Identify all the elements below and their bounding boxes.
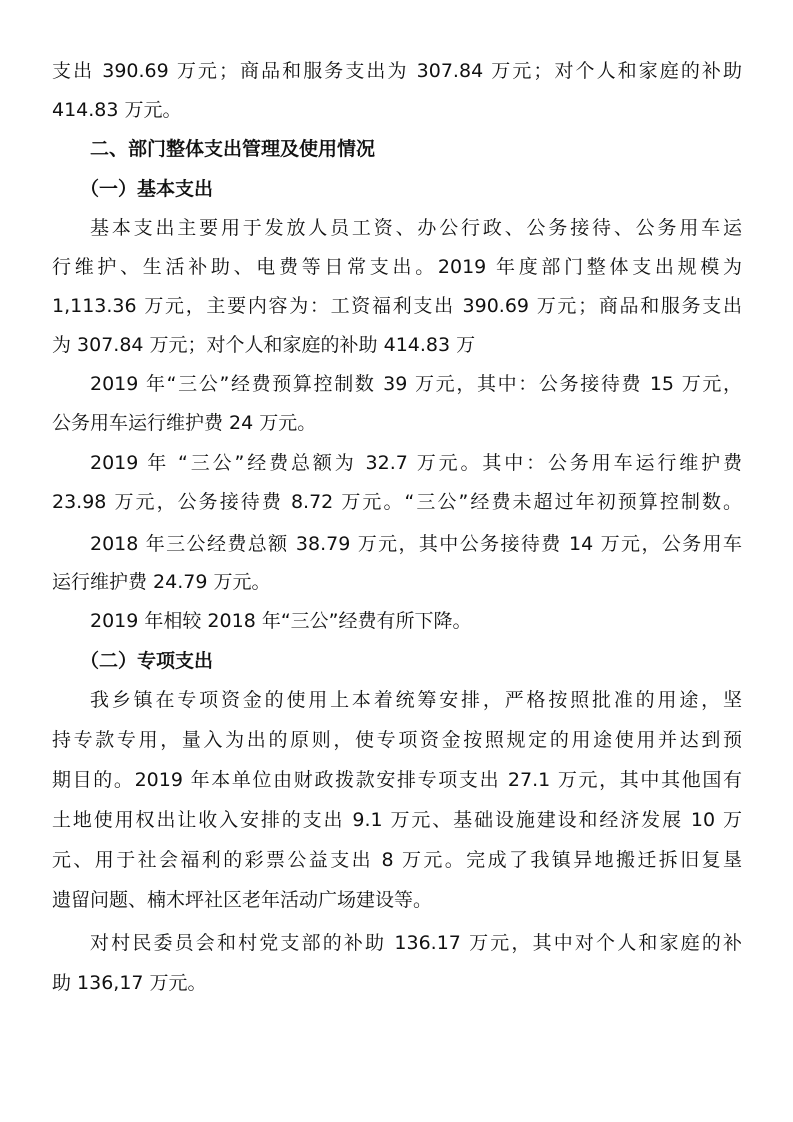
text-line: 支出 390.69 万元；商品和服务支出为 307.84 万元；对个人和家庭的补助 — [52, 60, 742, 82]
text-line: 2019 年 “三公”经费总额为 32.7 万元。其中：公务用车运行维护费 — [90, 452, 742, 474]
text-line: 期目的。2019 年本单位由财政拨款安排专项支出 27.1 万元，其中其他国有 — [52, 769, 742, 791]
text-line: 运行维护费 24.79 万元。 — [52, 571, 271, 593]
text-line: 公务用车运行维护费 24 万元。 — [52, 412, 317, 434]
text-line: 为 307.84 万元；对个人和家庭的补助 414.83 万 — [52, 334, 476, 356]
subsection-heading: （二）专项支出 — [80, 650, 214, 672]
text-line: 元、用于社会福利的彩票公益支出 8 万元。完成了我镇异地搬迁拆旧复垦 — [52, 849, 742, 871]
section-heading: 二、部门整体支出管理及使用情况 — [90, 138, 376, 160]
text-line: 行维护、生活补助、电费等日常支出。2019 年度部门整体支出规模为 — [52, 256, 742, 278]
subsection-heading: （一）基本支出 — [80, 178, 214, 200]
text-line: 基本支出主要用于发放人员工资、办公行政、公务接待、公务用车运 — [90, 217, 742, 239]
text-line: 土地使用权出让收入安排的支出 9.1 万元、基础设施建设和经济发展 10 万 — [52, 809, 742, 831]
text-line: 2018 年三公经费总额 38.79 万元，其中公务接待费 14 万元，公务用车 — [90, 533, 742, 555]
text-line: 2019 年相较 2018 年“三公”经费有所下降。 — [90, 610, 472, 632]
text-line: 我乡镇在专项资金的使用上本着统筹安排，严格按照批准的用途，坚 — [90, 689, 742, 711]
text-line: 2019 年“三公”经费预算控制数 39 万元，其中：公务接待费 15 万元， — [90, 373, 742, 395]
text-line: 23.98 万元，公务接待费 8.72 万元。“三公”经费未超过年初预算控制数。 — [52, 491, 742, 513]
text-line: 414.83 万元。 — [52, 99, 182, 121]
text-line: 助 136,17 万元。 — [52, 972, 207, 994]
text-line: 1,113.36 万元，主要内容为：工资福利支出 390.69 万元；商品和服务支出 — [52, 295, 742, 317]
text-line: 持专款专用，量入为出的原则，使专项资金按照规定的用途使用并达到预 — [52, 729, 742, 751]
text-line: 遗留问题、楠木坪社区老年活动广场建设等。 — [52, 889, 433, 911]
text-line: 对村民委员会和村党支部的补助 136.17 万元，其中对个人和家庭的补 — [90, 932, 742, 954]
